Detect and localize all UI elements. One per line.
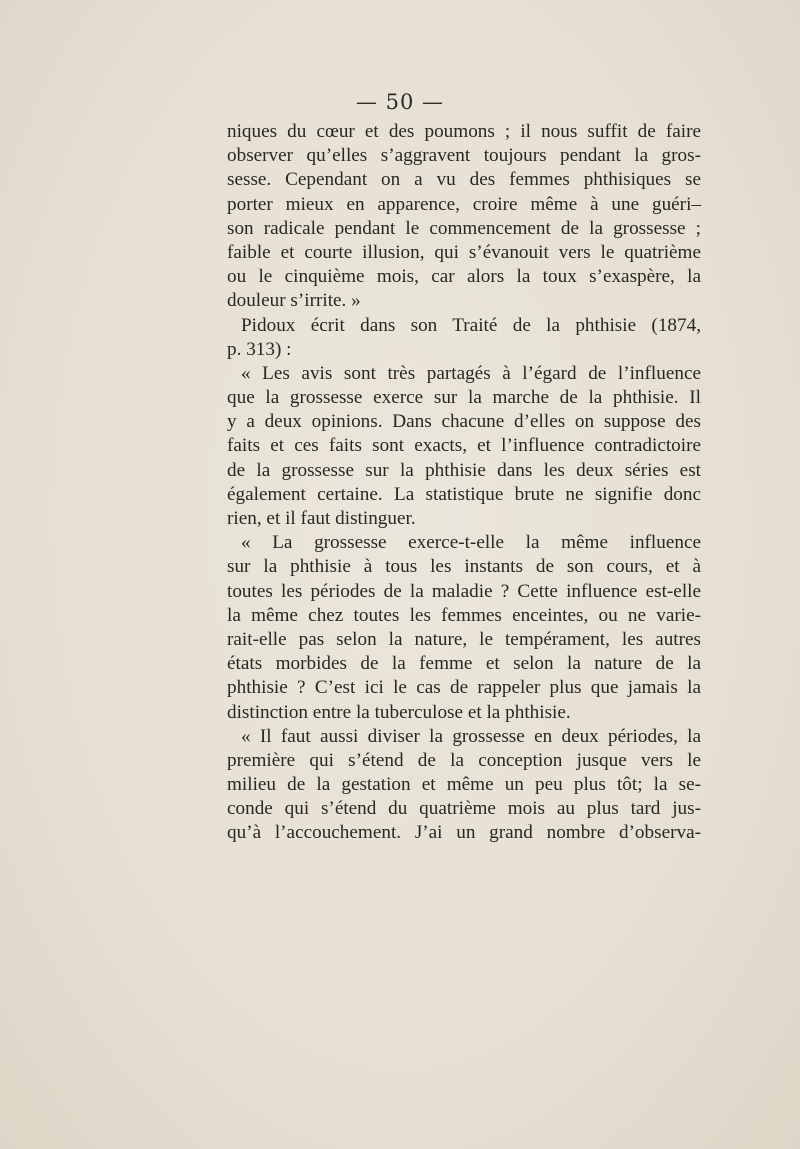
text-line: conde qui s’étend du quatrième mois au plus tard jus-: [227, 798, 701, 820]
page-number: — 50 —: [355, 90, 445, 114]
text-line: également certaine. La statistique brute ne signifie donc: [227, 483, 701, 505]
text-line: ou le cinquième mois, car alors la toux s’exaspère, la: [227, 266, 701, 288]
text-line: la même chez toutes les femmes enceintes, ou ne varie-: [227, 604, 701, 626]
text-line: faits et ces faits sont exacts, et l’influence contradictoire: [227, 435, 701, 457]
text-line: milieu de la gestation et même un peu plus tôt; la se-: [227, 774, 701, 796]
text-line: faible et courte illusion, qui s’évanouit vers le quatrième: [227, 241, 701, 263]
text-line: Pidoux écrit dans son Traité de la phthisie (1874,: [241, 314, 701, 336]
text-line: première qui s’étend de la conception jusque vers le: [227, 749, 701, 771]
body-text: [227, 120, 701, 846]
text-line: douleur s’irrite. »: [227, 290, 361, 312]
text-line: y a deux opinions. Dans chacune d’elles on suppose des: [227, 411, 701, 433]
text-line: états morbides de la femme et selon la nature de la: [227, 653, 701, 675]
text-line: rien, et il faut distinguer.: [227, 508, 416, 529]
text-line: qu’à l’accouchement. J’ai un grand nombre d’observa-: [227, 822, 701, 844]
text-line: « Les avis sont très partagés à l’égard de l’influence: [241, 362, 701, 384]
text-line: « Il faut aussi diviser la grossesse en deux périodes, la: [241, 725, 701, 747]
text-line: « La grossesse exerce-t-elle la même influence: [241, 532, 701, 554]
text-line: sur la phthisie à tous les instants de son cours, et à: [227, 556, 701, 578]
text-line: p. 313) :: [227, 338, 292, 360]
text-line: rait-elle pas selon la nature, le tempérament, les autres: [227, 628, 701, 650]
text-line: phthisie ? C’est ici le cas de rappeler plus que jamais la: [227, 677, 701, 699]
text-line: observer qu’elles s’aggravent toujours pendant la gros-: [227, 145, 701, 167]
text-line: son radicale pendant le commencement de la grossesse ;: [227, 217, 701, 239]
text-line: toutes les périodes de la maladie ? Cette influence est-elle: [227, 580, 701, 602]
text-line: de la grossesse sur la phthisie dans les deux séries est: [227, 459, 701, 481]
text-line: porter mieux en apparence, croire même à une guéri–: [227, 193, 701, 215]
text-line: distinction entre la tuberculose et la phthisie.: [227, 701, 571, 723]
text-line: sesse. Cependant on a vu des femmes phthisiques se: [227, 169, 701, 191]
text-line: niques du cœur et des poumons ; il nous suffit de faire: [227, 121, 701, 142]
text-line: que la grossesse exerce sur la marche de la phthisie. Il: [227, 387, 701, 409]
